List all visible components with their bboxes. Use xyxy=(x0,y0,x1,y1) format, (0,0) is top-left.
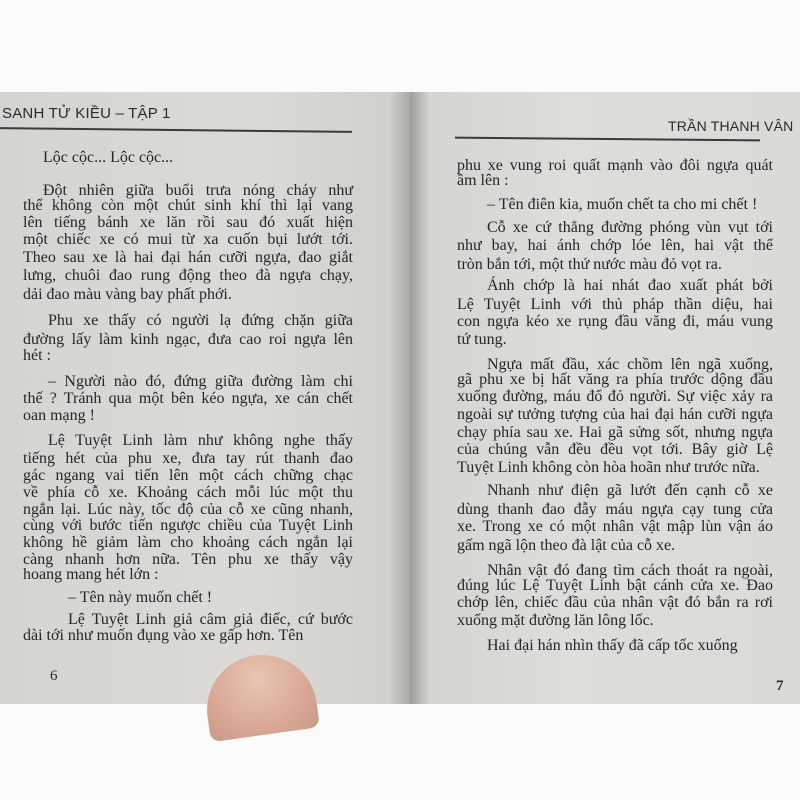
running-head-right: TRẦN THANH VÂN xyxy=(668,118,794,134)
text-line: dải đao màu vàng bay phất phới. xyxy=(23,286,232,303)
text-line: đúng lúc Lệ Tuyệt Linh bật cánh cửa xe. Đao xyxy=(457,577,773,594)
right-page xyxy=(410,92,800,704)
text-line: ngắn lại. Lúc này, tốc độ của cỗ xe cũng nhanh, xyxy=(23,501,353,518)
header-rule xyxy=(455,137,760,142)
text-line: Lệ Tuyệt Linh với thủ pháp thần diệu, hai xyxy=(457,296,773,313)
text-line: như bay, hai ánh chớp lóe lên, hai vật thể xyxy=(457,237,773,254)
text-line: gấm ngã lộn theo đà lật của cỗ xe. xyxy=(457,537,676,554)
text-line: Ánh chớp là hai nhát đao xuất phát bởi xyxy=(487,277,773,294)
text-line: Nhân vật đó đang tìm cách thoát ra ngoài, xyxy=(487,562,773,579)
left-page xyxy=(0,92,410,704)
text-line: Cỗ xe cứ thẳng đường phóng vùn vụt tới xyxy=(487,219,773,236)
text-line: xuống đường, máu đổ đỏ người. Sự việc xảy ra xyxy=(457,388,773,405)
text-line: thể không còn một chút sinh khí thì lại vang xyxy=(23,197,353,214)
text-line: cùng với bước tiến ngược chiều của Tuyệt Linh xyxy=(23,517,353,534)
text-line: không hề giảm làm cho khoảng cách ngắn lại xyxy=(23,534,353,551)
text-line: Phu xe thấy có người lạ đứng chặn giữa xyxy=(48,312,353,329)
text-line: xe. Trong xe có một nhân vật mập lùn vận áo xyxy=(457,518,773,535)
text-line: Ngựa mất đầu, xác chồm lên ngã xuống, xyxy=(487,356,773,373)
text-line: đường lấy làm kinh ngạc, đưa cao roi ngựa lên xyxy=(23,331,353,348)
text-line: – Tên điên kia, muốn chết ta cho mi chết ! xyxy=(487,196,758,213)
text-line: Lộc cộc... Lộc cộc... xyxy=(43,149,174,166)
text-line: lưng, chuôi đao rung động theo đà ngựa chạy, xyxy=(23,267,353,284)
text-line: chớp lên, chiếc đầu của nhân vật đó bắn ra rơi xyxy=(457,594,773,611)
text-line: ngoài sự tưởng tượng của hai đại hán cưỡi ngựa xyxy=(457,406,773,423)
text-line: của chúng vẫn đều đều vọt tới. Bây giờ Lệ xyxy=(457,441,773,458)
text-line: phu xe vung roi quất mạnh vào đôi ngựa quát xyxy=(457,157,773,174)
text-line: con ngựa kéo xe rụng đầu văng đi, máu vung xyxy=(457,313,773,330)
text-line: Hai đại hán nhìn thấy đã cấp tốc xuống xyxy=(487,637,738,654)
text-line: Tuyệt Linh không còn hòa hoãn như trước nữa. xyxy=(457,459,760,476)
text-line: thế ? Tránh qua một bên kéo ngựa, xe cán chết xyxy=(23,390,353,407)
header-rule xyxy=(0,127,352,133)
running-head-left: SANH TỬ KIỀU – TẬP 1 xyxy=(2,105,171,122)
text-line: Lệ Tuyệt Linh giả câm giả điếc, cứ bước xyxy=(68,611,353,628)
text-line: – Người nào đó, đứng giữa đường làm chi xyxy=(48,373,353,390)
text-line: về phía cỗ xe. Khoảng cách mỗi lúc một thu xyxy=(23,484,353,501)
text-line: ầm lên : xyxy=(457,172,509,189)
text-line: tiếng hét của phu xe, đưa tay rút thanh đao xyxy=(23,450,353,467)
page-number: 7 xyxy=(776,678,784,694)
text-line: oan mạng ! xyxy=(23,407,95,424)
text-line: một chiếc xe có mui từ xa cuốn bụi lướt tới. xyxy=(23,231,353,248)
text-line: dùng thanh đao đẫy máu ngựa cạy tung cửa xyxy=(457,501,773,518)
text-line: tứ tung. xyxy=(457,331,507,348)
text-line: Đột nhiên giữa buổi trưa nóng cháy như xyxy=(43,182,353,199)
text-line: càng nhanh hơn nữa. Tên phu xe thấy vậy xyxy=(23,551,353,568)
text-line: Lệ Tuyệt Linh làm như không nghe thấy xyxy=(48,432,353,449)
text-line: gác ngang vai tiến lên một cách chững chạc xyxy=(23,467,353,484)
text-line: gã phu xe bị hất văng ra phía trước dộng đầu xyxy=(457,371,773,388)
text-line: hoang mang hét lớn : xyxy=(23,566,159,583)
text-line: hét : xyxy=(23,347,51,364)
text-line: lên tiếng bánh xe lăn rồi sau đó xuất hiện xyxy=(23,214,353,231)
text-line: tròn bắn tới, một thứ nước màu đỏ vọt ra. xyxy=(457,256,722,273)
text-line: dài tới như muốn đụng vào xe gấp hơn. Tên xyxy=(23,627,304,644)
text-line: xuống mặt đường lăn lông lốc. xyxy=(457,612,654,629)
text-line: Theo sau xe là hai đại hán cưỡi ngựa, đao giắt xyxy=(23,249,353,266)
text-line: Nhanh như điện gã lướt đến cạnh cỗ xe xyxy=(487,482,773,499)
text-line: – Tên này muốn chết ! xyxy=(68,589,213,606)
text-line: chạy phía sau xe. Hai gã sửng sốt, nhưng ngựa xyxy=(457,424,773,441)
page-number: 6 xyxy=(50,668,58,684)
